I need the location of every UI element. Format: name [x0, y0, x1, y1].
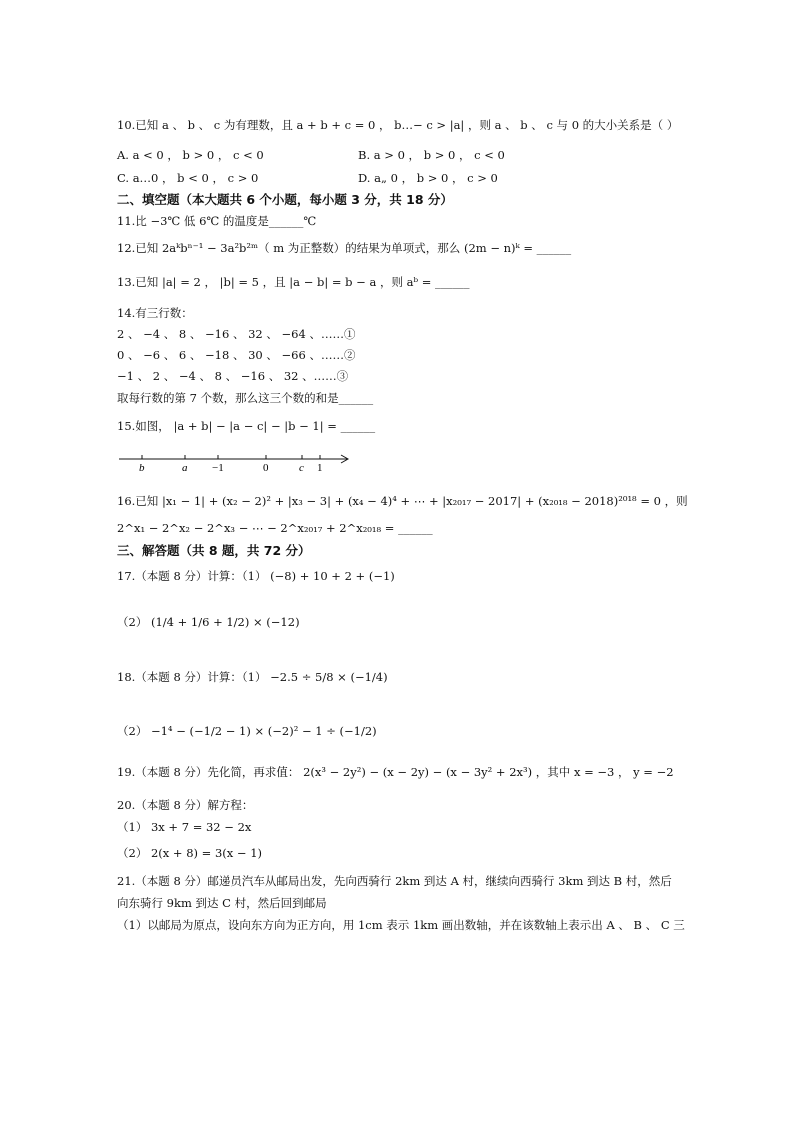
section-3-heading: 三、解答题（共 8 题，共 72 分）: [117, 543, 311, 558]
q20-part-2: （2） 2(x + 8) = 3(x − 1): [117, 846, 262, 860]
q14-ask: 取每行数的第 7 个数，那么这三个数的和是______: [117, 391, 374, 405]
q15-number-line: [117, 448, 357, 478]
q10-option-a: A. a < 0 ， b > 0 ， c < 0: [117, 148, 264, 162]
q21-line-1: 21.（本题 8 分）邮递员汽车从邮局出发，先向西骑行 2km 到达 A 村，继续向西骑行 3km 到达 B 村，然后: [117, 874, 672, 888]
q14-title: 14.有三行数：: [117, 306, 193, 320]
q14-row-2: 0 、 −6 、 6 、 −18 、 30 、 −66 、……②: [117, 348, 356, 362]
q17-part-2: （2） (1/4 + 1/6 + 1/2) × (−12): [117, 615, 300, 629]
q10-option-b: B. a > 0 ， b > 0 ， c < 0: [358, 148, 505, 162]
q16-line-1: 16.已知 |x₁ − 1| + (x₂ − 2)² + |x₃ − 3| + (x₄ − 4)⁴ + ⋯ + |x₂₀₁₇ − 2017| + (x₂₀₁₈ − 2018)²⁰¹⁸ = 0 ，则: [117, 494, 688, 508]
q18-part-2: （2） −1⁴ − (−1/2 − 1) × (−2)² − 1 ÷ (−1/2): [117, 724, 377, 738]
q12: 12.已知 2aᵏbⁿ⁻¹ − 3a²b²ᵐ（ m 为正整数）的结果为单项式，那么 (2m − n)ᵏ = ______: [117, 241, 572, 255]
label-b: b: [139, 462, 145, 474]
label-one: 1: [317, 462, 323, 474]
label-a: a: [182, 462, 188, 474]
q15-stem: 15.如图， |a + b| − |a − c| − |b − 1| = ______: [117, 419, 376, 433]
q14-row-1: 2 、 −4 、 8 、 −16 、 32 、 −64 、……①: [117, 327, 356, 341]
q20-part-1: （1） 3x + 7 = 32 − 2x: [117, 820, 252, 834]
q20-title: 20.（本题 8 分）解方程：: [117, 798, 254, 812]
q21-line-2: 向东骑行 9km 到达 C 村，然后回到邮局: [117, 896, 327, 910]
q17-part-1: 17.（本题 8 分）计算：（1） (−8) + 10 + 2 + (−1): [117, 569, 395, 583]
q14-row-3: −1 、 2 、 −4 、 8 、 −16 、 32 、……③: [117, 369, 349, 383]
q19: 19.（本题 8 分）先化简，再求值： 2(x³ − 2y²) − (x − 2y) − (x − 3y² + 2x³) ，其中 x = −3 ， y = −2: [117, 765, 674, 779]
label-zero: 0: [263, 462, 269, 474]
q18-part-1: 18.（本题 8 分）计算：（1） −2.5 ÷ 5/8 × (−1/4): [117, 670, 388, 684]
label-c: c: [299, 462, 304, 474]
q10-stem: 10.已知 a 、 b 、 c 为有理数，且 a + b + c = 0 ， b…− c > |a| ，则 a 、 b 、 c 与 0 的大小关系是（ ）: [117, 118, 679, 132]
q13: 13.已知 |a| = 2 ， |b| = 5 ，且 |a − b| = b − a ，则 aᵇ = ______: [117, 275, 470, 289]
q21-line-3: （1）以邮局为原点，设向东方向为正方向，用 1cm 表示 1km 画出数轴，并在该数轴上表示出 A 、 B 、 C 三: [117, 918, 685, 932]
q16-line-2: 2^x₁ − 2^x₂ − 2^x₃ − ⋯ − 2^x₂₀₁₇ + 2^x₂₀₁₈ = ______: [117, 521, 433, 535]
q11: 11.比 −3℃ 低 6℃ 的温度是______℃: [117, 214, 317, 228]
label-neg1: −1: [212, 462, 224, 474]
q10-option-d: D. a„ 0 ， b > 0 ， c > 0: [358, 171, 498, 185]
q10-option-c: C. a…0 ， b < 0 ， c > 0: [117, 171, 259, 185]
section-2-heading: 二、填空题（本大题共 6 个小题，每小题 3 分，共 18 分）: [117, 192, 453, 207]
